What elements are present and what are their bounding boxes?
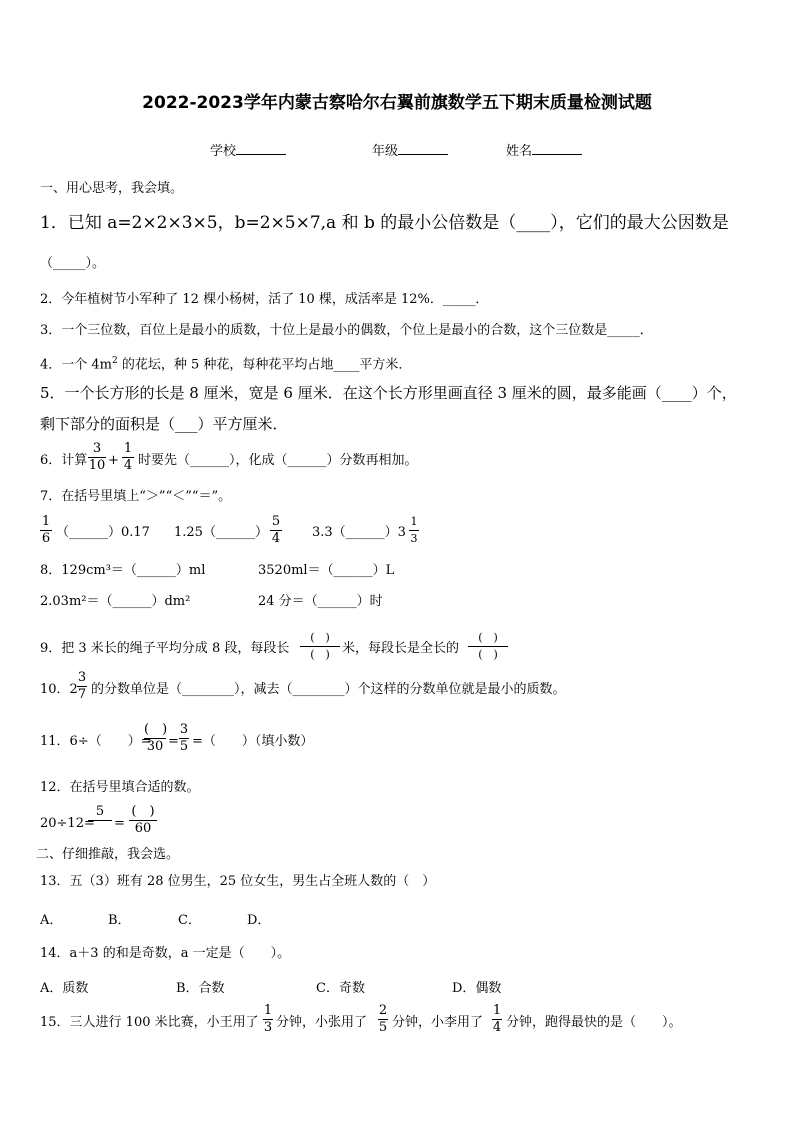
page-title: 2022-2023学年内蒙古察哈尔右翼前旗数学五下期末质量检测试题 — [142, 93, 652, 113]
equals-sign-2: = — [114, 816, 125, 831]
fraction-3-10: 3 10 — [88, 441, 106, 473]
fraction-5-blank: 5 — [88, 804, 112, 837]
q13-option-d[interactable]: D． — [247, 913, 271, 928]
fraction-3-5: 3 5 — [179, 722, 189, 754]
fraction-1-6: 1 6 — [41, 514, 51, 546]
question-15-mid-2: 分钟，小李用了 — [392, 1015, 484, 1030]
question-7: 7．在括号里填上“＞”“＜”“＝”。 — [40, 489, 232, 504]
question-5-line-2: 剩下部分的面积是（___）平方厘米． — [40, 415, 288, 433]
fraction-blank-60: ( ) 60 — [129, 804, 157, 837]
question-5-line-1: 5．一个长方形的长是 8 厘米，宽是 6 厘米．在这个长方形里画直径 3 厘米的圆，最多能画（____）个， — [40, 384, 737, 402]
equals-sign: = — [168, 734, 179, 749]
name-field: 姓名 — [506, 140, 582, 159]
question-11-text: =（ ）（填小数） — [192, 734, 314, 749]
grade-field: 年级 — [372, 140, 448, 159]
blank-fraction-2: ( ) ( ) — [468, 630, 508, 663]
question-15-suffix: 分钟，跑得最快的是（ ）。 — [506, 1015, 682, 1030]
question-14: 14．a＋3 的和是奇数，a 一定是（ ）。 — [40, 946, 291, 961]
compare-1: （______）0.17 — [56, 525, 150, 540]
compare-3: 3.3（______）3 — [312, 525, 406, 540]
question-6-prefix: 6．计算 — [40, 453, 88, 468]
question-4: 4．一个 $4m^2$ 的花坛，种 5 种花，每种花平均占地____平方米． — [40, 356, 412, 373]
fraction-blank-30: ( ) 30 — [144, 722, 168, 754]
fraction-1-3-b: 1 3 — [263, 1003, 273, 1035]
question-8-a2: 3520ml＝（______）L — [258, 563, 395, 578]
section-2-heading: 二、仔细推敲，我会选。 — [36, 847, 180, 862]
q14-option-c[interactable]: C．奇数 — [316, 981, 365, 996]
school-field: 学校 — [210, 140, 286, 159]
fraction-1-3: 1 3 — [410, 515, 418, 545]
question-12: 12．在括号里填合适的数。 — [40, 780, 200, 795]
fraction-2-5: 2 5 — [378, 1003, 388, 1035]
question-12-prefix: 20÷12= — [40, 816, 95, 831]
fraction-1-4: 1 4 — [123, 441, 133, 473]
question-6-text: 时要先（______），化成（______）分数再相加。 — [138, 453, 418, 468]
question-3: 3．一个三位数，百位上是最小的质数，十位上是最小的偶数，个位上是最小的合数，这个三位数是_____． — [40, 323, 653, 338]
section-1-heading: 一、用心思考，我会填。 — [40, 181, 184, 196]
compare-2: 1.25（______） — [174, 525, 268, 540]
question-11-prefix: 11．6÷（ ）= — [40, 734, 152, 749]
question-8-b2: 24 分＝（______）时 — [258, 594, 383, 609]
question-2: 2．今年植树节小军种了 12 棵小杨树，活了 10 棵，成活率是 12%．_____． — [40, 292, 489, 307]
q13-option-c[interactable]: C． — [178, 913, 201, 928]
fraction-3-7: 3 7 — [77, 670, 87, 702]
question-15-prefix: 15．三人进行 100 米比赛，小王用了 — [40, 1015, 259, 1030]
question-9-mid: 米，每段长是全长的 — [342, 641, 460, 656]
q14-option-b[interactable]: B．合数 — [176, 981, 225, 996]
question-13: 13．五（3）班有 28 位男生，25 位女生，男生占全班人数的（ ） — [40, 874, 436, 889]
question-8-a1: 8．129cm³＝（______）ml — [40, 563, 206, 578]
blank-fraction-1: ( ) ( ) — [300, 630, 340, 663]
fraction-1-4-b: 1 4 — [492, 1003, 502, 1035]
question-9-prefix: 9．把 3 米长的绳子平均分成 8 段，每段长 — [40, 641, 290, 656]
fraction-5-4: 5 4 — [271, 514, 281, 546]
q13-option-b[interactable]: B． — [108, 913, 131, 928]
q14-option-d[interactable]: D．偶数 — [452, 981, 502, 996]
q14-option-a[interactable]: A．质数 — [40, 981, 89, 996]
question-8-b1: 2.03m²＝（______）dm² — [40, 594, 191, 609]
question-1-line-2: （_____）。 — [40, 256, 106, 271]
question-1-line-1: 1．已知 a=2×2×3×5，b=2×5×7,a 和 b 的最小公倍数是（____），它们的最大公因数是 — [40, 213, 729, 233]
q13-option-a[interactable]: A． — [40, 913, 63, 928]
question-15-mid-1: 分钟，小张用了 — [276, 1015, 368, 1030]
question-10-prefix: 10．2 — [40, 682, 78, 697]
plus-sign: + — [108, 453, 119, 468]
question-10-text: 的分数单位是（________），减去（________）个这样的分数单位就是最小的质数。 — [91, 682, 566, 697]
